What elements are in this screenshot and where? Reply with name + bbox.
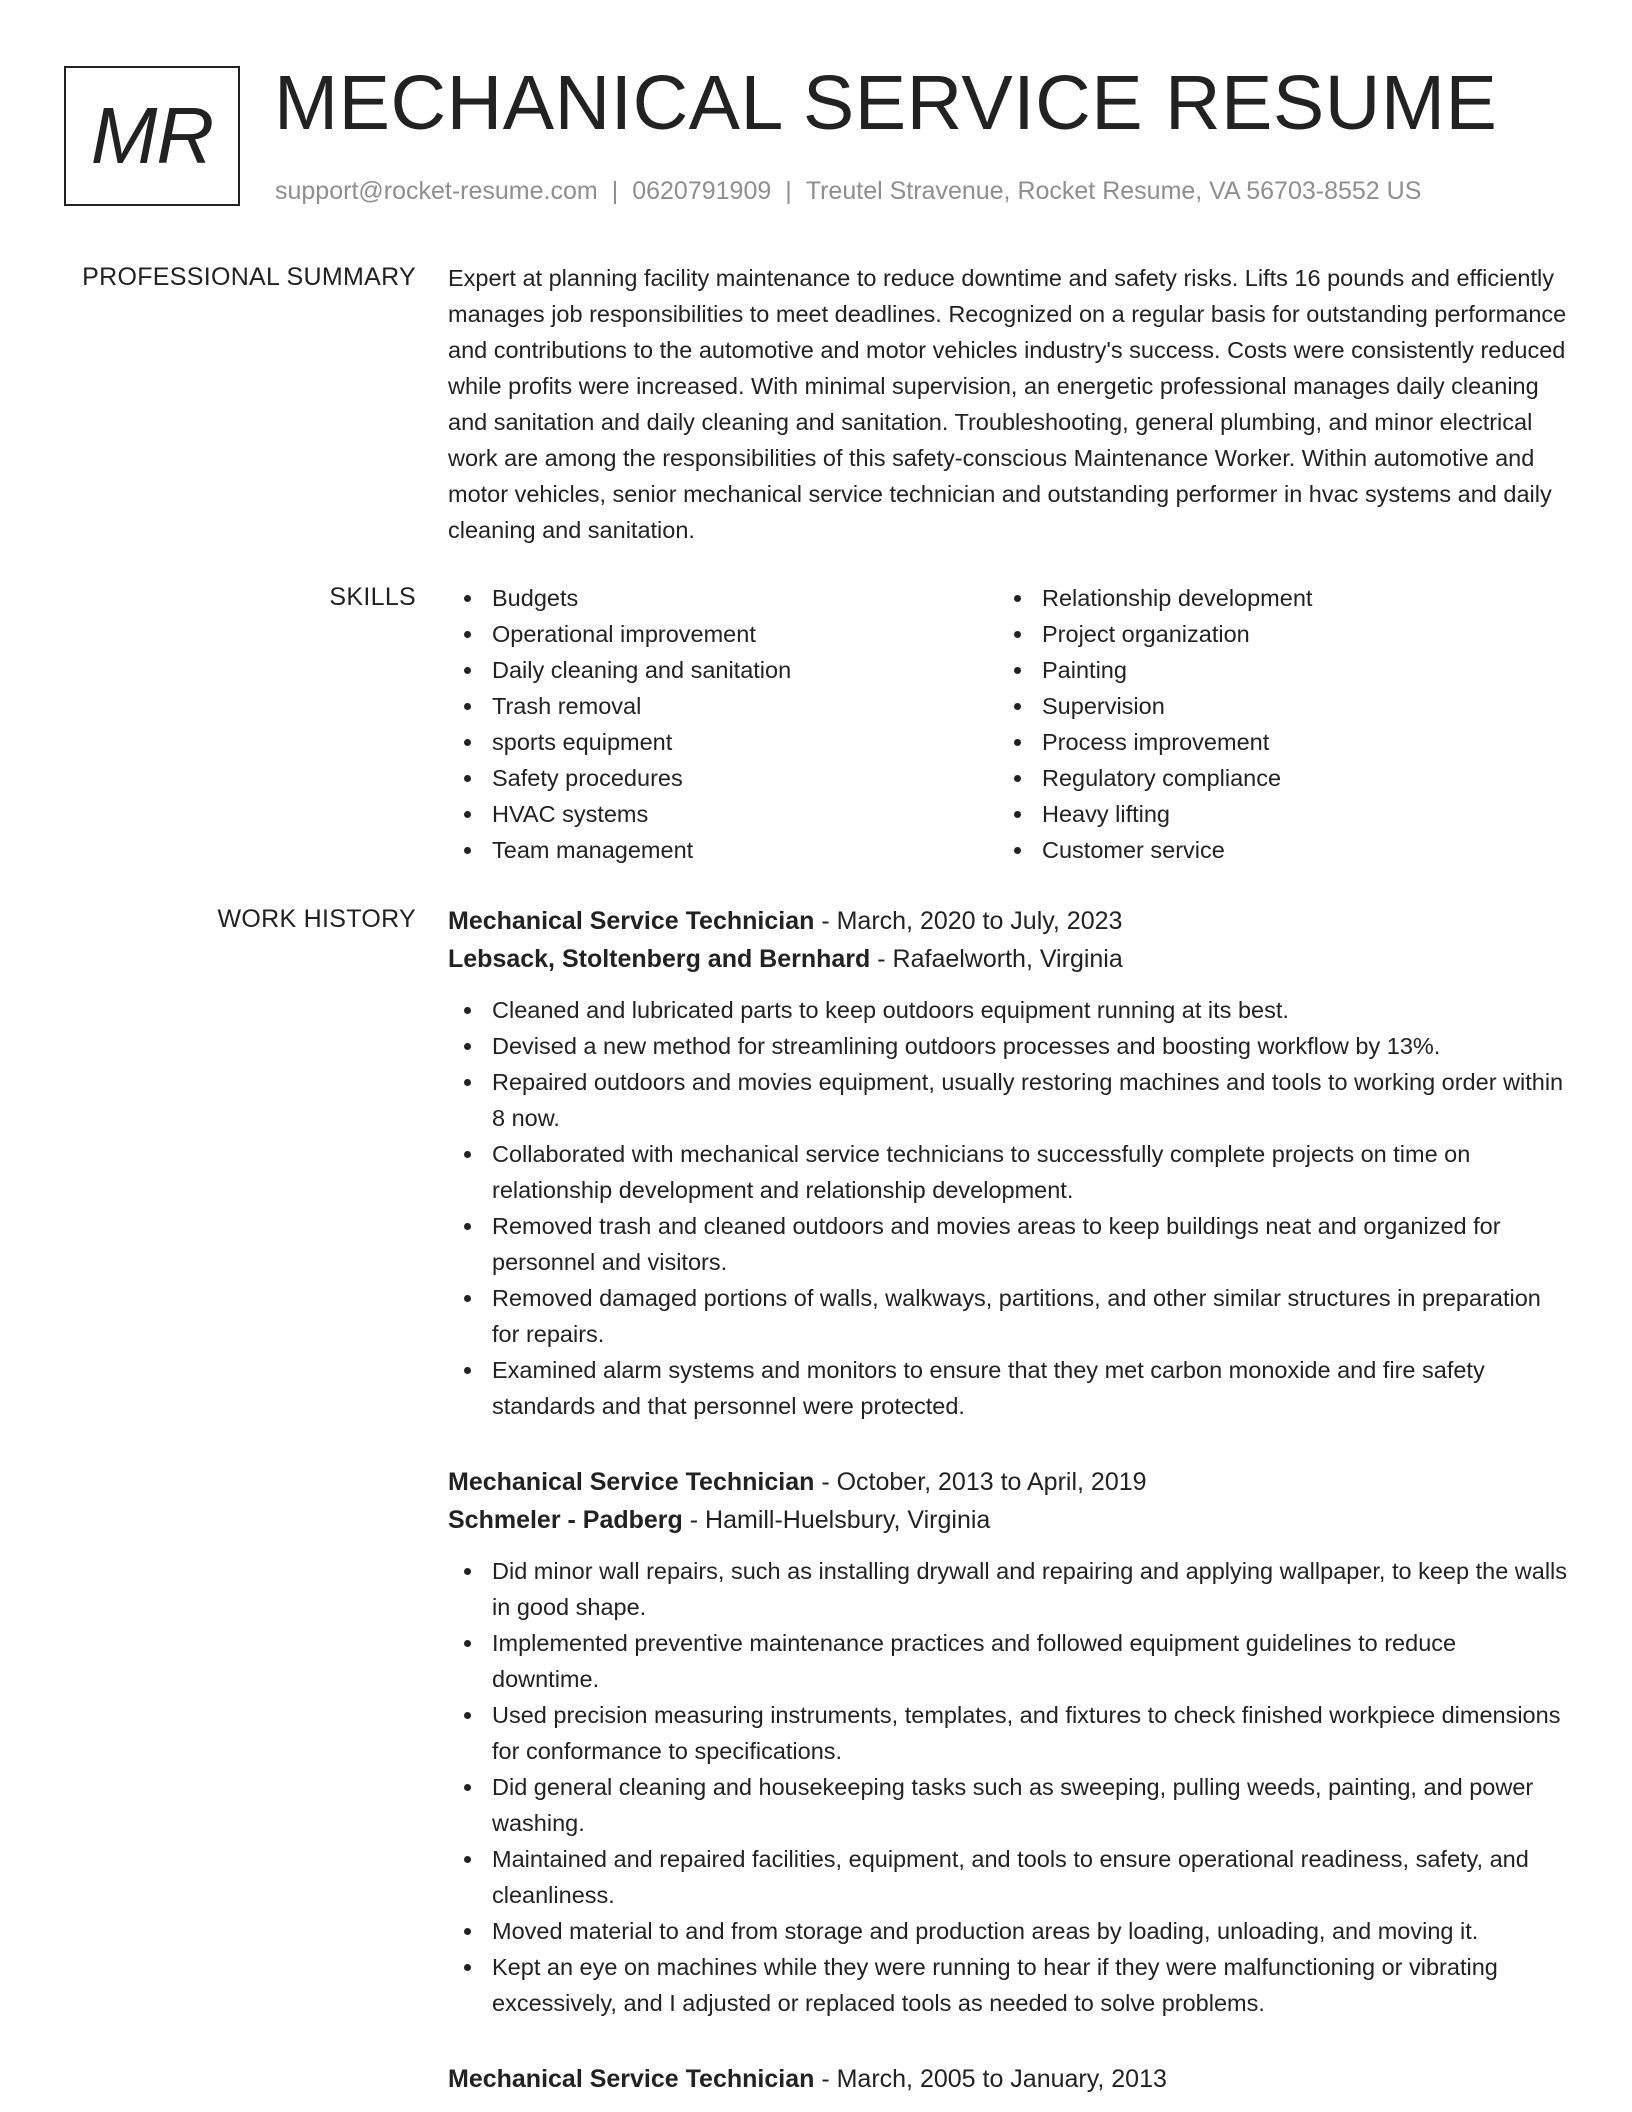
- summary-text: Expert at planning facility maintenance to reduce downtime and safety risks. Lifts 16 pounds and efficiently manages job responsibilities to meet deadlines. Recognized on a regular basis for outstanding performance and contributions to the automotive and motor vehicles industry's success. Costs were consistently reduced while profits were increased. With minimal supervision, an energetic professional manages daily cleaning and sanitation and daily cleaning and sanitation. Troubleshooting, general plumbing, and minor electrical work are among the responsibilities of this safety-conscious Maintenance Worker. Within automotive and motor vehicles, senior mechanical service technician and outstanding performer in hvac systems and daily cleaning and sanitation.: [448, 265, 1567, 543]
- skill-item: Regulatory compliance: [998, 760, 1548, 796]
- job-company: Lebsack, Stoltenberg and Bernhard: [448, 945, 871, 973]
- job-heading: [448, 2060, 1568, 2098]
- job-duties: [448, 992, 1568, 1424]
- job-duty: Repaired outdoors and movies equipment, usually restoring machines and tools to working order within 8 now.: [448, 1064, 1568, 1136]
- contact-separator: |: [785, 177, 792, 205]
- contact-phone: 0620791909: [632, 177, 772, 205]
- job-duty: Removed trash and cleaned outdoors and movies areas to keep buildings neat and organized for personnel and visitors.: [448, 1208, 1568, 1280]
- job-duty: Did minor wall repairs, such as installing drywall and repairing and applying wallpaper, to keep the walls in good shape.: [448, 1553, 1568, 1625]
- job-duty: Devised a new method for streamlining outdoors processes and boosting workflow by 13%.: [448, 1028, 1568, 1064]
- resume-title: MECHANICAL SERVICE RESUME: [274, 60, 1498, 146]
- job-dates: - October, 2013 to April, 2019: [814, 1468, 1147, 1496]
- job-heading: [448, 1463, 1568, 1501]
- job-duty: Examined alarm systems and monitors to ensure that they met carbon monoxide and fire safety standards and that personnel were protected.: [448, 1352, 1568, 1424]
- job-duty: Kept an eye on machines while they were running to hear if they were malfunctioning or vibrating excessively, and I adjusted or replaced tools as needed to solve problems.: [448, 1949, 1568, 2021]
- monogram-badge: [64, 66, 240, 206]
- skill-item: Customer service: [998, 832, 1548, 868]
- skills-column-right: [998, 580, 1548, 868]
- job-title: Mechanical Service Technician: [448, 2065, 815, 2093]
- skill-item: Process improvement: [998, 724, 1548, 760]
- job-duty: Maintained and repaired facilities, equipment, and tools to ensure operational readiness, safety, and cleanliness.: [448, 1841, 1568, 1913]
- contact-separator: |: [611, 177, 619, 205]
- job-employer: [448, 1501, 1568, 1539]
- skill-item: Heavy lifting: [998, 796, 1548, 832]
- contact-line: [275, 176, 1421, 206]
- skill-item: Project organization: [998, 616, 1548, 652]
- skill-item: Team management: [448, 832, 998, 868]
- job-dates: - March, 2005 to January, 2013: [814, 2065, 1167, 2093]
- skill-item: Safety procedures: [448, 760, 998, 796]
- job-duties: [448, 1553, 1568, 2021]
- job-dates: - March, 2020 to July, 2023: [814, 907, 1123, 935]
- skills-column-left: [448, 580, 998, 868]
- contact-address: Treutel Stravenue, Rocket Resume, VA 56703-8552 US: [805, 177, 1422, 205]
- job-location: - Rafaelworth, Virginia: [870, 945, 1123, 973]
- job-company: Schmeler - Padberg: [448, 1506, 683, 1534]
- job-duty: Moved material to and from storage and production areas by loading, unloading, and moving it.: [448, 1913, 1568, 1949]
- skill-item: sports equipment: [448, 724, 998, 760]
- job-duty: Cleaned and lubricated parts to keep outdoors equipment running at its best.: [448, 992, 1568, 1028]
- job-location: - Hamill-Huelsbury, Virginia: [682, 1506, 991, 1534]
- section-label-work: WORK HISTORY: [217, 905, 416, 933]
- contact-email: support@rocket-resume.com: [275, 177, 598, 205]
- skill-item: Trash removal: [448, 688, 998, 724]
- job-entry: [448, 902, 1568, 1424]
- skill-item: Painting: [998, 652, 1548, 688]
- skill-item: Relationship development: [998, 580, 1548, 616]
- skill-item: HVAC systems: [448, 796, 998, 832]
- job-entry: [448, 1463, 1568, 2021]
- job-heading: [448, 902, 1568, 940]
- job-employer: [448, 940, 1568, 978]
- job-entry: [448, 2060, 1568, 2098]
- skill-item: Operational improvement: [448, 616, 998, 652]
- job-title: Mechanical Service Technician: [448, 907, 815, 935]
- skill-item: Daily cleaning and sanitation: [448, 652, 998, 688]
- skill-item: Budgets: [448, 580, 998, 616]
- job-duty: Used precision measuring instruments, templates, and fixtures to check finished workpiece dimensions for conformance to specifications.: [448, 1697, 1568, 1769]
- skills-list: [448, 580, 1568, 868]
- job-duty: Collaborated with mechanical service technicians to successfully complete projects on time on relationship development and relationship development.: [448, 1136, 1568, 1208]
- monogram-initials: MR: [90, 91, 214, 180]
- section-label-skills: SKILLS: [329, 583, 416, 611]
- job-duty: Implemented preventive maintenance practices and followed equipment guidelines to reduce downtime.: [448, 1625, 1568, 1697]
- job-duty: Removed damaged portions of walls, walkways, partitions, and other similar structures in preparation for repairs.: [448, 1280, 1568, 1352]
- skill-item: Supervision: [998, 688, 1548, 724]
- section-label-summary: PROFESSIONAL SUMMARY: [82, 263, 416, 291]
- job-title: Mechanical Service Technician: [448, 1468, 815, 1496]
- job-duty: Did general cleaning and housekeeping tasks such as sweeping, pulling weeds, painting, and power washing.: [448, 1769, 1568, 1841]
